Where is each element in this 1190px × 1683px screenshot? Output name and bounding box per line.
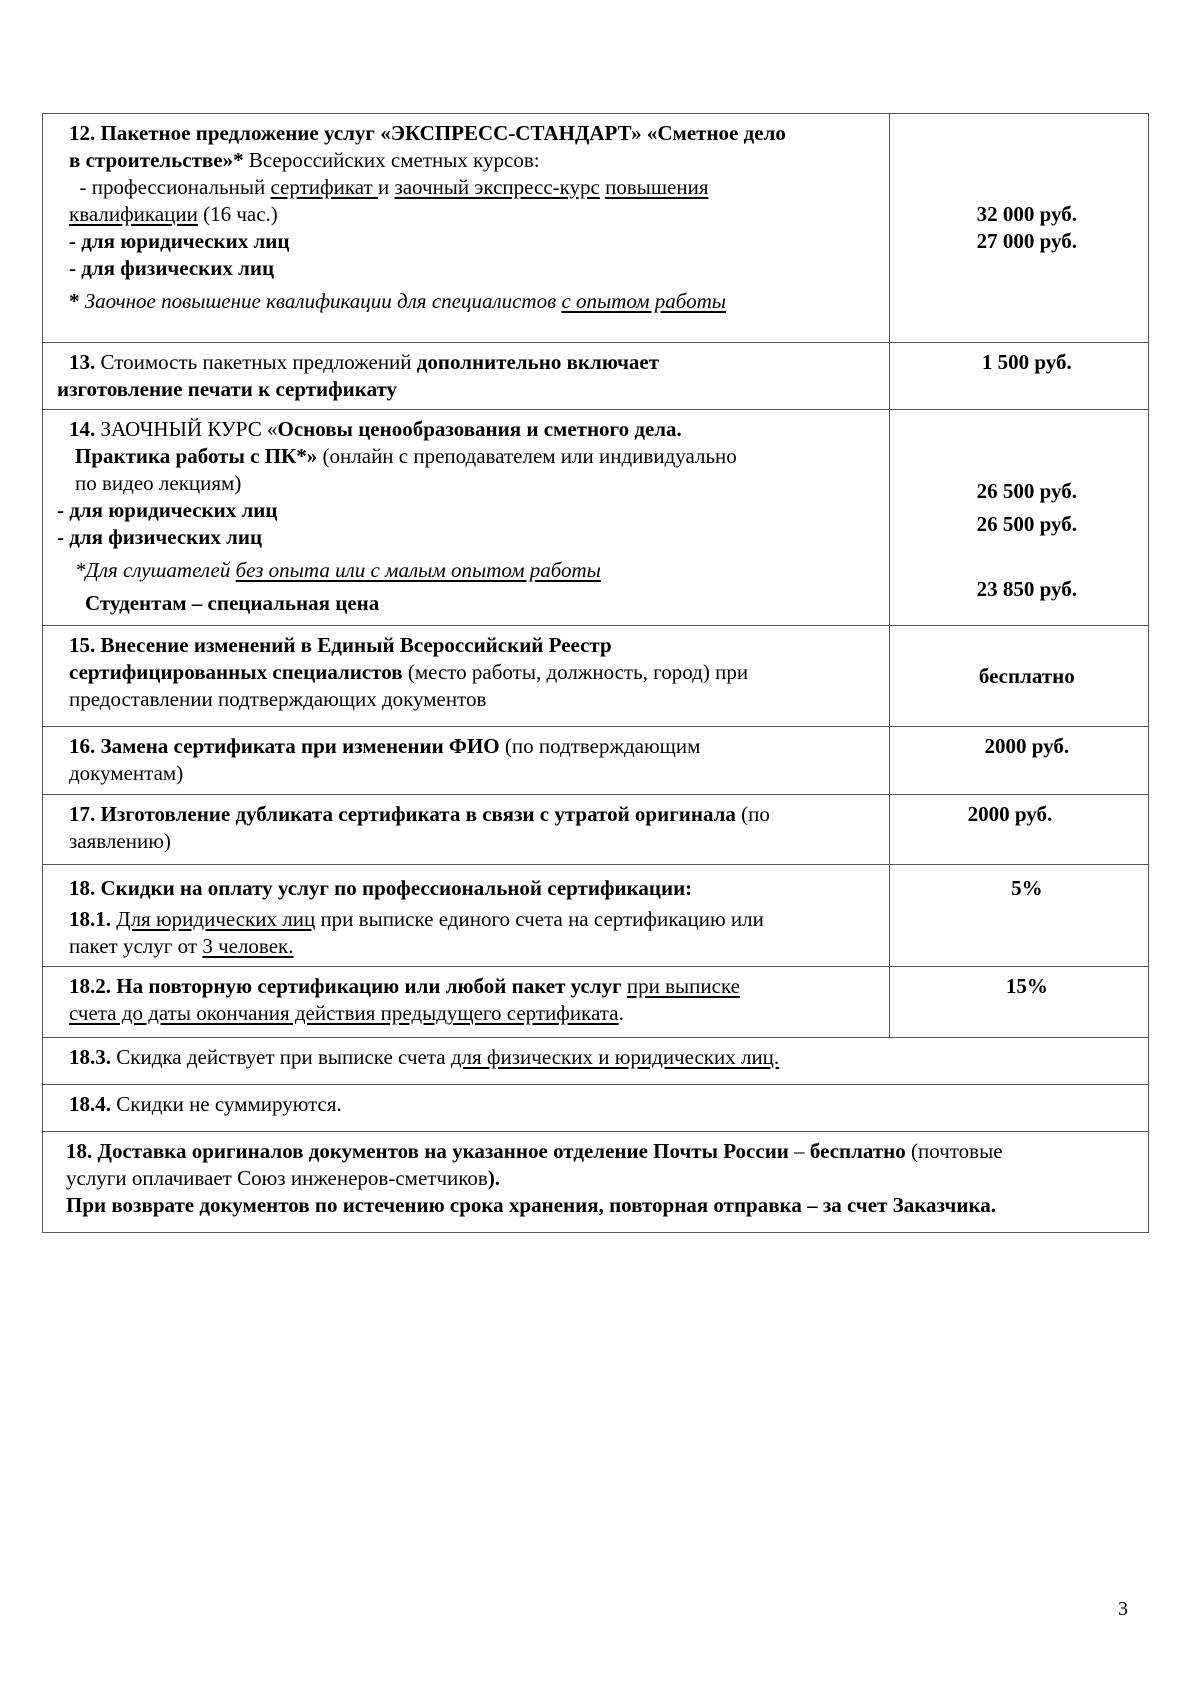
- service-title: 16. Замена сертификата при изменении ФИО: [69, 734, 500, 758]
- discount-percent: 15%: [1005, 974, 1048, 998]
- service-title: 17. Изготовление дубликата сертификата в связи с утратой оригинала: [69, 802, 736, 826]
- delivery-cell: [43, 1132, 1149, 1233]
- delivery-title: 18. Доставка оригиналов документов на указанное отделение Почты России: [66, 1139, 789, 1163]
- table-row: [43, 1132, 1149, 1233]
- discounts-title: 18. Скидки на оплату услуг по профессиональной сертификации:: [69, 876, 693, 900]
- price: 2000 руб.: [967, 802, 1053, 826]
- bold-text: дополнительно включает: [416, 350, 660, 374]
- text: предоставлении подтверждающих документов: [69, 687, 487, 711]
- service-description: [43, 114, 890, 343]
- price-cell: [889, 795, 1148, 865]
- table-row: [43, 410, 1149, 626]
- table-row: [43, 967, 1149, 1038]
- legal-entities-label: - для юридических лиц: [69, 229, 290, 253]
- service-title-cont: в строительстве»*: [69, 148, 244, 172]
- underlined-text: повышения: [605, 175, 709, 199]
- table-row: [43, 1085, 1149, 1132]
- service-subtitle: Всероссийских сметных курсов:: [243, 148, 540, 172]
- bold-text: ).: [487, 1166, 501, 1190]
- footnote-text: Заочное повышение квалификации для специалистов: [84, 289, 562, 313]
- underlined-text: 3 человек.: [202, 934, 294, 958]
- bold-text: изготовление печати к сертификату: [57, 377, 398, 401]
- course-title-cont: Практика работы с ПК*»: [75, 444, 318, 468]
- page-number: 3: [1118, 1598, 1128, 1620]
- text: .: [618, 1001, 624, 1025]
- price-cell: [889, 967, 1148, 1038]
- underlined-text: сертификат: [270, 175, 378, 199]
- underlined-text: квалификации: [69, 202, 198, 226]
- bold-text: бесплатно: [809, 1139, 906, 1163]
- text: пакет услуг от: [69, 934, 203, 958]
- table-row: [43, 1038, 1149, 1085]
- individuals-label: - для физических лиц: [69, 256, 275, 280]
- bold-text: 18.2. На повторную сертификацию или любой пакет услуг: [69, 974, 622, 998]
- underlined-text: Для юридических лиц: [116, 907, 316, 931]
- text: (почтовые: [905, 1139, 1003, 1163]
- text: (по подтверждающим: [499, 734, 701, 758]
- price-legal: 26 500 руб.: [976, 479, 1078, 503]
- discount-percent: 5%: [1011, 876, 1043, 900]
- text: (по: [735, 802, 770, 826]
- text: Скидки не суммируются.: [111, 1092, 342, 1116]
- text: (место работы, должность, город) при: [402, 660, 749, 684]
- item-number: 13.: [69, 350, 96, 374]
- table-row: [43, 795, 1149, 865]
- text: документам): [69, 761, 184, 785]
- service-description: [43, 865, 890, 967]
- service-title: 12. Пакетное предложение услуг «ЭКСПРЕСС-СТАНДАРТ» «Сметное дело: [69, 121, 786, 145]
- price-cell: [889, 114, 1148, 343]
- price: бесплатно: [978, 663, 1075, 688]
- item-number: 18.3.: [69, 1045, 111, 1069]
- footnote-underlined: с опытом работы: [561, 289, 726, 313]
- students-label: Студентам – специальная цена: [85, 591, 380, 615]
- service-description: [43, 343, 890, 410]
- service-title: 15. Внесение изменений в Единый Всероссийский Реестр: [69, 633, 612, 657]
- underlined-text: при выписке: [626, 974, 740, 998]
- service-description: [43, 795, 890, 865]
- item-number: 18.1.: [69, 907, 111, 931]
- underlined-text: заочный экспресс-курс: [394, 175, 600, 199]
- price-cell: [889, 865, 1148, 967]
- table-row: [43, 865, 1149, 967]
- service-description: [43, 727, 890, 795]
- service-description: [43, 410, 890, 626]
- table-row: [43, 626, 1149, 727]
- footnote-text: *Для слушателей: [75, 558, 236, 582]
- price-cell: [889, 727, 1148, 795]
- note-cell: [43, 1038, 1149, 1085]
- text: –: [788, 1139, 810, 1163]
- table-row: [43, 727, 1149, 795]
- price-cell: [889, 626, 1148, 727]
- course-title: Основы ценообразования и сметного дела.: [277, 417, 682, 441]
- price: 1 500 руб.: [981, 350, 1072, 374]
- note-cell: [43, 1085, 1149, 1132]
- text: при выписке единого счета на сертификацию или: [315, 907, 764, 931]
- individuals-label: - для физических лиц: [57, 525, 263, 549]
- price: 2000 руб.: [984, 734, 1070, 758]
- price-students: 23 850 руб.: [976, 577, 1078, 601]
- service-description: [43, 626, 890, 727]
- underlined-text: счета до даты окончания действия предыдущего сертификата: [69, 1001, 619, 1025]
- text: по видео лекциям): [75, 471, 242, 495]
- item-number: 18.4.: [69, 1092, 111, 1116]
- return-policy: При возврате документов по истечению срока хранения, повторная отправка – за счет Заказчика.: [66, 1193, 997, 1217]
- price-individual: 27 000 руб.: [976, 229, 1078, 253]
- table-row: [43, 114, 1149, 343]
- text: заявлению): [69, 829, 171, 853]
- text: (16 час.): [197, 202, 278, 226]
- text: (онлайн с преподавателем или индивидуально: [317, 444, 737, 468]
- footnote-star: *: [69, 289, 85, 313]
- price-table: [42, 113, 1149, 1233]
- item-number: 14.: [69, 417, 96, 441]
- text: - профессиональный: [69, 175, 271, 199]
- price-individual: 26 500 руб.: [976, 512, 1078, 536]
- price-legal: 32 000 руб.: [976, 202, 1078, 226]
- table-row: [43, 343, 1149, 410]
- underlined-text: для физических и юридических лиц.: [450, 1045, 780, 1069]
- text: Стоимость пакетных предложений: [95, 350, 417, 374]
- text: ЗАОЧНЫЙ КУРС «: [95, 417, 278, 441]
- text: и: [377, 175, 395, 199]
- price-cell: [889, 410, 1148, 626]
- service-title-cont: сертифицированных специалистов: [69, 660, 403, 684]
- service-description: [43, 967, 890, 1038]
- footnote-underlined: без опыта или с малым опытом работы: [235, 558, 601, 582]
- text: услуги оплачивает Союз инженеров-сметчиков: [66, 1166, 488, 1190]
- text: Скидка действует при выписке счета: [111, 1045, 451, 1069]
- legal-entities-label: - для юридических лиц: [57, 498, 278, 522]
- price-cell: [889, 343, 1148, 410]
